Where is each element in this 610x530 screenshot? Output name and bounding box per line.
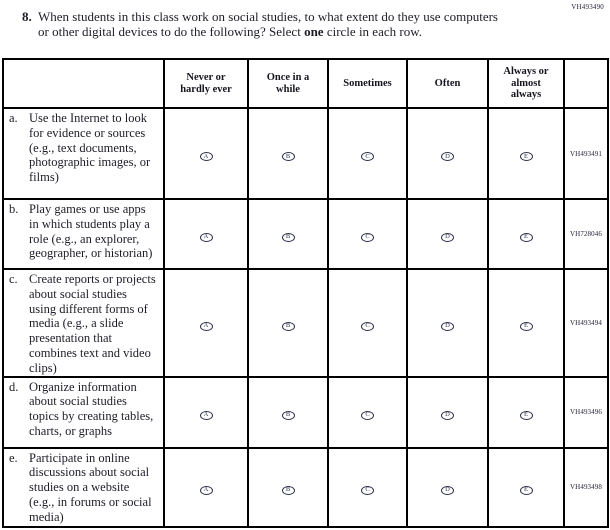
row-d-cell-never	[164, 377, 248, 448]
row-b-cell-often	[407, 199, 488, 269]
row-a-stem-text: Use the Internet to look for evidence or sources (e.g., text documents, photographic images, or films)	[29, 111, 151, 185]
response-circle-b-often[interactable]: D	[441, 233, 454, 242]
response-circle-d-often[interactable]: D	[441, 411, 454, 420]
row-c-stem-cell	[3, 269, 164, 377]
row-c-label: c.	[9, 272, 18, 286]
row-c-cell-always	[488, 269, 564, 377]
table-row-a	[3, 108, 608, 199]
row-d-accession-code: VH493496	[564, 377, 608, 448]
response-circle-c-always[interactable]: E	[520, 322, 533, 331]
response-circle-b-sometimes[interactable]: C	[361, 233, 374, 242]
response-circle-b-never[interactable]: A	[200, 233, 213, 242]
row-e-cell-never	[164, 448, 248, 527]
row-a-accession-code: VH493491	[564, 108, 608, 199]
question-number: 8.	[22, 9, 32, 24]
row-d-label: d.	[9, 379, 19, 394]
response-circle-b-once[interactable]: B	[282, 233, 295, 242]
row-d-cell-sometimes	[328, 377, 407, 448]
response-circle-a-sometimes[interactable]: C	[361, 152, 374, 161]
row-a-label: a.	[9, 111, 18, 125]
response-circle-e-often[interactable]: D	[441, 486, 454, 495]
question-text-before: When students in this class work on social studies, to what extent do they use computers or other digital devices to do the following? Select	[38, 9, 498, 39]
row-c-cell-often	[407, 269, 488, 377]
row-d-cell-once	[248, 377, 328, 448]
header-empty-code-cell	[564, 59, 608, 108]
row-e-accession-code: VH493498	[564, 448, 608, 527]
response-circle-a-never[interactable]: A	[200, 152, 213, 161]
header-often: Often	[407, 59, 488, 108]
row-b-label: b.	[9, 202, 19, 216]
row-c-accession-code: VH493494	[564, 269, 608, 377]
table-row-e	[3, 448, 608, 527]
row-d-cell-often	[407, 377, 488, 448]
row-b-stem-cell	[3, 199, 164, 269]
response-circle-d-once[interactable]: B	[282, 411, 295, 420]
row-e-label: e.	[9, 450, 18, 465]
table-row-c	[3, 269, 608, 377]
row-b-cell-always	[488, 199, 564, 269]
row-a-cell-sometimes	[328, 108, 407, 199]
row-b-cell-once	[248, 199, 328, 269]
row-c-cell-once	[248, 269, 328, 377]
row-e-stem-text: Participate in online discussions about social studies on a website (e.g., in forums or social media)	[29, 450, 152, 524]
response-circle-c-never[interactable]: A	[200, 322, 213, 331]
question-bold-word: one	[304, 23, 324, 39]
row-a-stem-cell	[3, 108, 164, 199]
row-e-cell-always	[488, 448, 564, 527]
header-never: Never or hardly ever	[164, 59, 248, 108]
row-a-cell-always	[488, 108, 564, 199]
row-b-cell-sometimes	[328, 199, 407, 269]
response-circle-e-once[interactable]: B	[282, 486, 295, 495]
row-c-cell-never	[164, 269, 248, 377]
table-row-d	[3, 377, 608, 448]
row-b-accession-code: VH728046	[564, 199, 608, 269]
response-matrix-table	[2, 58, 609, 528]
row-d-stem-cell	[3, 377, 164, 448]
response-circle-e-always[interactable]: E	[520, 486, 533, 495]
response-circle-d-never[interactable]: A	[200, 411, 213, 420]
header-row	[3, 59, 608, 108]
row-d-cell-always	[488, 377, 564, 448]
response-circle-a-once[interactable]: B	[282, 152, 295, 161]
response-circle-a-often[interactable]: D	[441, 152, 454, 161]
question-text	[38, 10, 500, 39]
question-text-after: circle in each row.	[323, 23, 422, 39]
row-a-cell-once	[248, 108, 328, 199]
response-circle-c-often[interactable]: D	[441, 322, 454, 331]
table-row-b	[3, 199, 608, 269]
row-b-stem-text: Play games or use apps in which students play a role (e.g., an explorer, geographer, or historian)	[29, 202, 153, 261]
header-once-in-a-while: Once in a while	[248, 59, 328, 108]
header-always: Always or almost always	[488, 59, 564, 108]
response-circle-d-always[interactable]: E	[520, 411, 533, 420]
question-block	[22, 10, 500, 39]
row-e-cell-often	[407, 448, 488, 527]
row-a-cell-never	[164, 108, 248, 199]
row-e-cell-sometimes	[328, 448, 407, 527]
accession-code-page: VH493490	[571, 3, 604, 11]
row-e-stem-cell	[3, 448, 164, 527]
response-circle-c-sometimes[interactable]: C	[361, 322, 374, 331]
row-d-stem-text: Organize information about social studies topics by creating tables, charts, or graphs	[29, 379, 154, 438]
row-b-cell-never	[164, 199, 248, 269]
header-sometimes: Sometimes	[328, 59, 407, 108]
row-a-cell-often	[407, 108, 488, 199]
row-c-stem-text: Create reports or projects about social studies using different forms of media (e.g., a slide presentation that combines text and video clips)	[29, 272, 156, 375]
response-circle-d-sometimes[interactable]: C	[361, 411, 374, 420]
response-circle-a-always[interactable]: E	[520, 152, 533, 161]
response-circle-c-once[interactable]: B	[282, 322, 295, 331]
response-circle-e-never[interactable]: A	[200, 486, 213, 495]
response-circle-b-always[interactable]: E	[520, 233, 533, 242]
row-c-cell-sometimes	[328, 269, 407, 377]
header-empty-stem-cell	[3, 59, 164, 108]
response-circle-e-sometimes[interactable]: C	[361, 486, 374, 495]
row-e-cell-once	[248, 448, 328, 527]
